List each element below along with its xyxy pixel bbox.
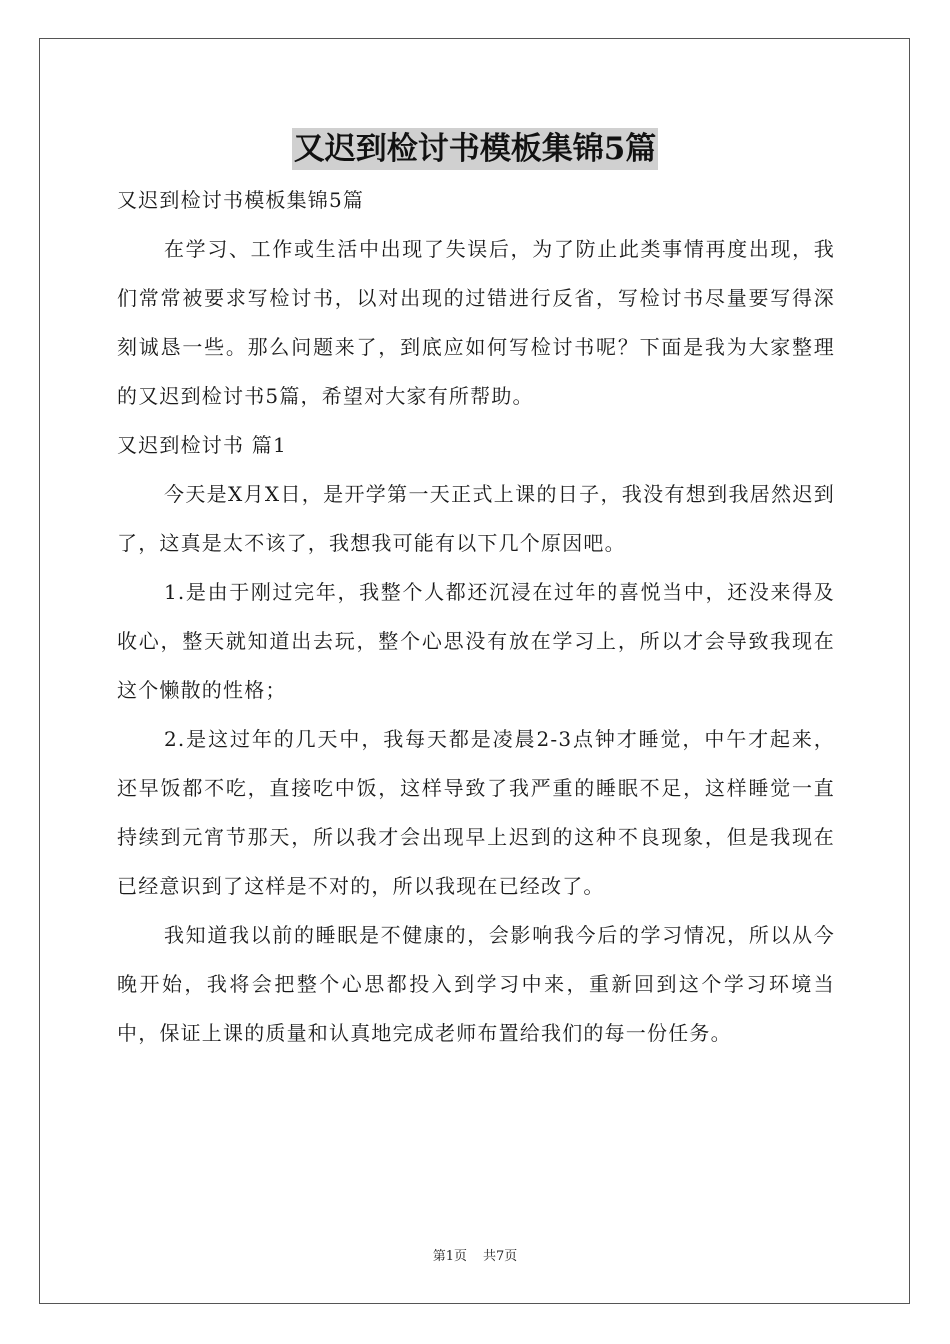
body-paragraph: 2.是这过年的几天中，我每天都是凌晨2-3点钟才睡觉，中午才起来，还早饭都不吃，直接吃中饭，这样导致了我严重的睡眠不足，这样睡觉一直持续到元宵节那天，所以我才会出现早上迟到的这种不良现象，但是我现在已经意识到了这样是不对的，所以我现在已经改了。 <box>117 727 835 898</box>
intro-paragraph: 在学习、工作或生活中出现了失误后，为了防止此类事情再度出现，我们常常被要求写检讨书，以对出现的过错进行反省，写检讨书尽量要写得深刻诚恳一些。那么问题来了，到底应如何写检讨书呢？下面是我为大家整理的又迟到检讨书5篇，希望对大家有所帮助。 <box>117 237 835 408</box>
page-total: 共7页 <box>483 1249 518 1264</box>
document-title: 又迟到检讨书模板集锦5篇 <box>292 128 659 170</box>
document-body <box>117 176 835 1058</box>
body-paragraph: 我知道我以前的睡眠是不健康的，会影响我今后的学习情况，所以从今晚开始，我将会把整个心思都投入到学习中来，重新回到这个学习环境当中，保证上课的质量和认真地完成老师布置给我们的每一份任务。 <box>117 923 835 1045</box>
body-paragraph: 1.是由于刚过完年，我整个人都还沉浸在过年的喜悦当中，还没来得及收心，整天就知道出去玩，整个心思没有放在学习上，所以才会导致我现在这个懒散的性格； <box>117 580 835 702</box>
subtitle-line: 又迟到检讨书模板集锦5篇 <box>117 188 365 212</box>
body-paragraph: 今天是X月X日，是开学第一天正式上课的日子，我没有想到我居然迟到了，这真是太不该了，我想我可能有以下几个原因吧。 <box>117 482 835 555</box>
title-container <box>0 128 950 170</box>
page-footer <box>0 1245 950 1264</box>
section-heading: 又迟到检讨书 篇1 <box>117 433 287 457</box>
page-number: 第1页 <box>432 1249 467 1264</box>
